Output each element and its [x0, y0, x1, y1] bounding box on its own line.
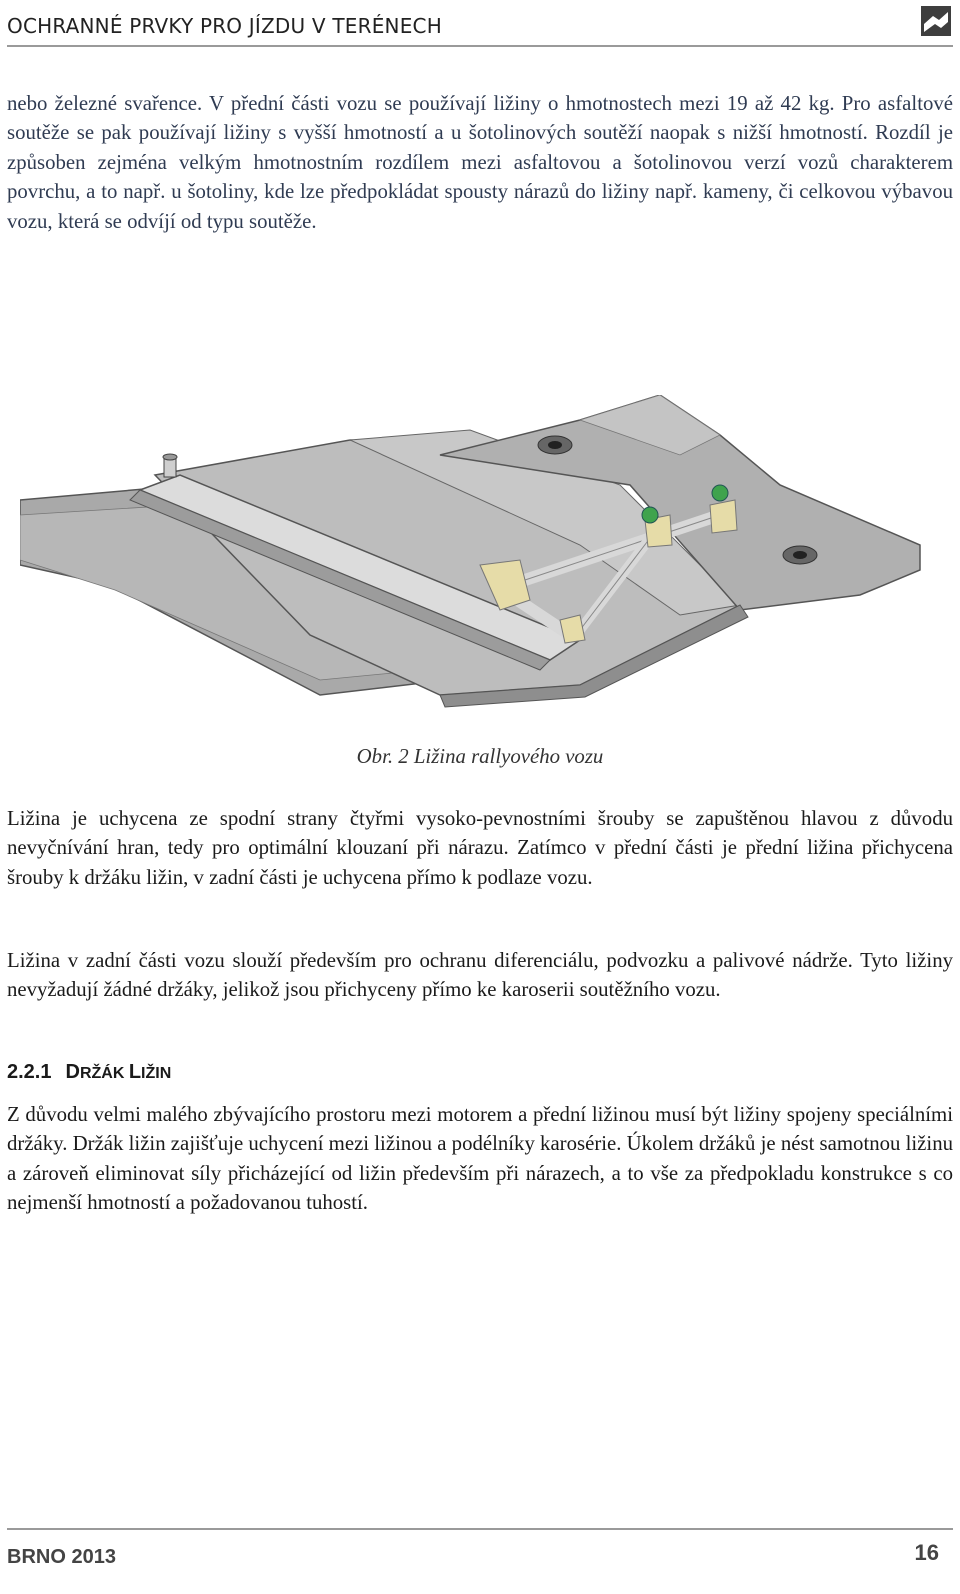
section-title-part-2: RŽÁK	[79, 1065, 129, 1082]
section-title-part-1: D	[65, 1061, 80, 1083]
footer-location-year: BRNO 2013	[7, 1546, 116, 1568]
section-title-part-4: IŽIN	[141, 1065, 172, 1082]
header-rule	[7, 45, 953, 47]
section-title-part-3: L	[128, 1061, 142, 1083]
section-heading	[7, 1061, 171, 1084]
paragraph-1: nebo železné svařence. V přední části vozu se používají ližiny o hmotnostech mezi 19 až 42 kg. Pro asfaltové soutěže se pak používají ližiny s vyšší hmotností a u šotolinových soutěží naopak s nižší hmotností. Rozdíl je způsoben zejména velkým hmotnostním rozdílem mezi asfaltovou a šotolinovou verzí vozů charakterem povrchu, a to např. u šotoliny, kde lze předpokládat spousty nárazů do ližiny např. kameny, či celkovou výbavou vozu, která se odvíjí od typu soutěže.	[7, 92, 953, 233]
university-logo-icon	[921, 6, 951, 36]
paragraph-4: Z důvodu velmi malého zbývajícího prostoru mezi motorem a přední ližinou musí být ližiny spojeny speciálními držáky. Držák ližin zajišťuje uchycení mezi ližinou a podélníky karosérie. Úkolem držáků je nést samotnou ližinu a zároveň eliminovat síly přicházející od ližin především při nárazech, a to vše za předpokladu konstrukce s co nejmenší hmotností a požadovanou tuhostí.	[7, 1103, 953, 1215]
footer-rule	[7, 1528, 953, 1530]
section-number: 2.2.1	[7, 1061, 52, 1083]
running-header: OCHRANNÉ PRVKY PRO JÍZDU V TERÉNECH	[7, 14, 442, 38]
paragraph-3: Ližina v zadní části vozu slouží především pro ochranu diferenciálu, podvozku a palivové nádrže. Tyto ližiny nevyžadují žádné držáky, jelikož jsou přichyceny přímo ke karoserii soutěžního vozu.	[7, 949, 953, 1002]
figure-caption: Obr. 2 Ližina rallyového vozu	[356, 745, 604, 768]
skid-plate-figure	[20, 395, 940, 730]
page-number: 16	[914, 1540, 939, 1565]
paragraph-2: Ližina je uchycena ze spodní strany čtyřmi vysoko-pevnostními šrouby se zapuštěnou hlavou z důvodu nevyčnívání hran, tedy pro optimální klouzaní při nárazu. Zatímco v přední části je přední ližina přichycena šrouby k držáku ližin, v zadní části je uchycena přímo k podlaze vozu.	[7, 807, 953, 889]
